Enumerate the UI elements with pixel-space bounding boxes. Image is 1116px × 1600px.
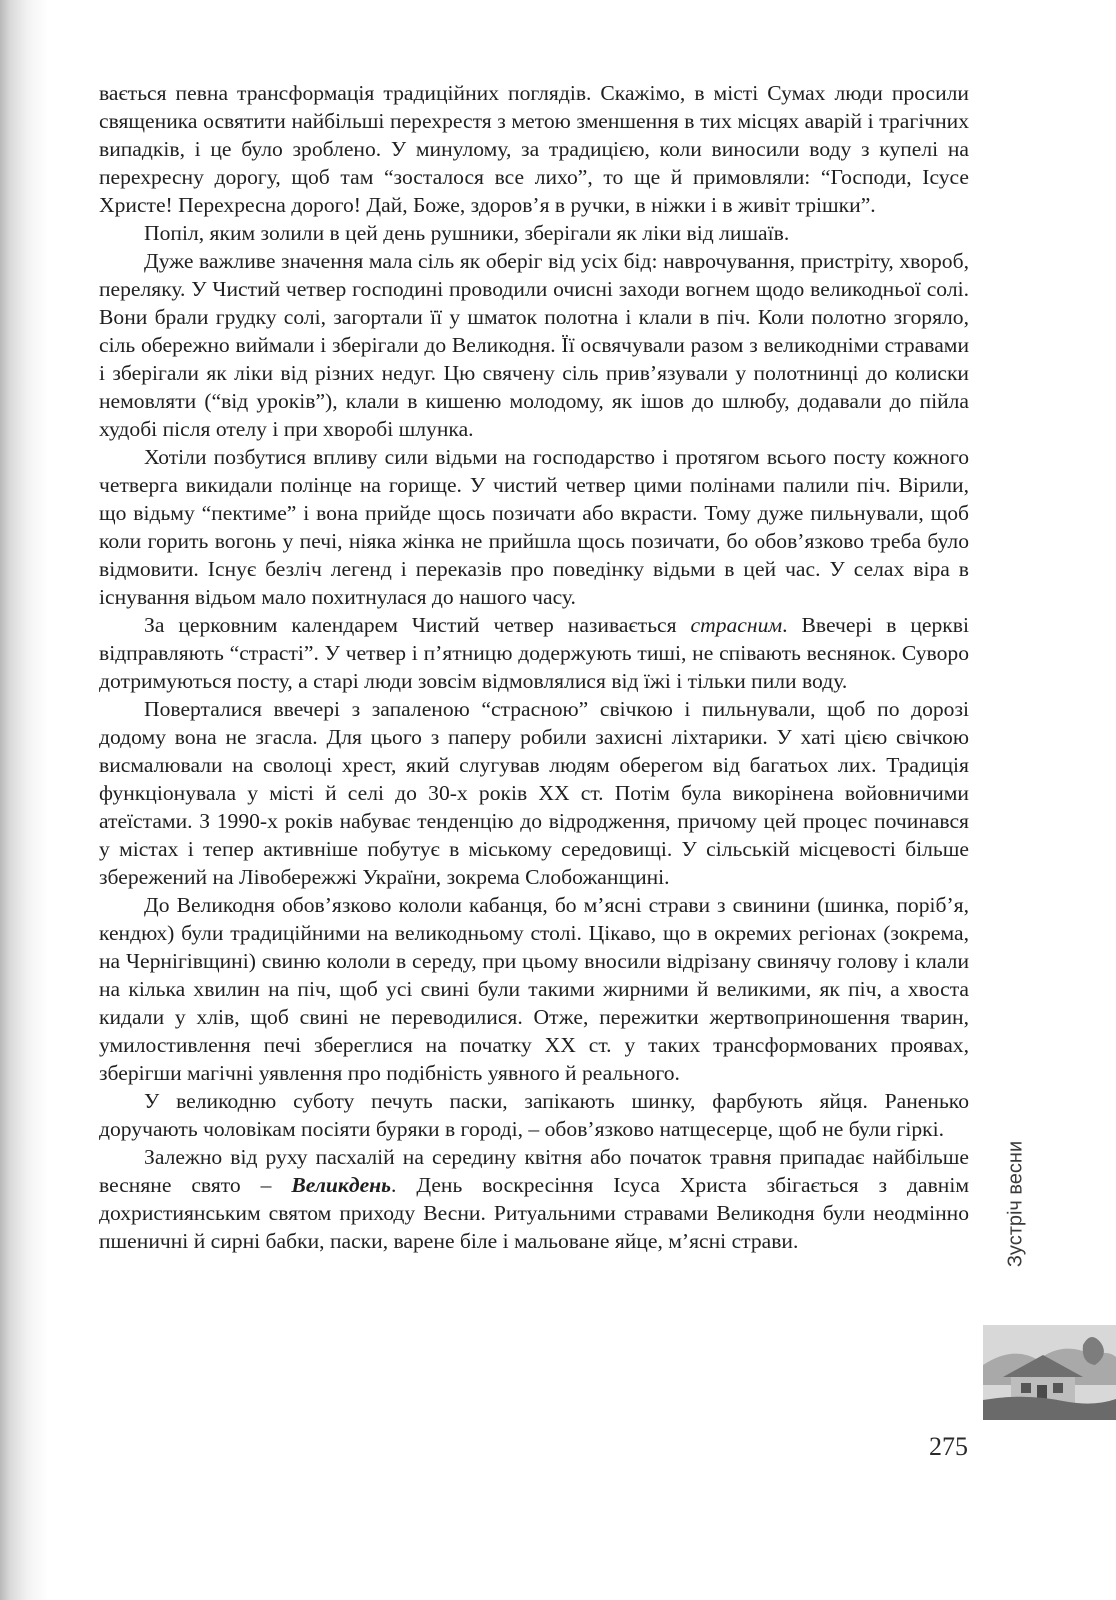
text-run: У великодню суботу печуть паски, запікають шинку, фарбують яйця. Раненько доручають чоловікам посіяти буряки в городі, – обов’язково натщесерце, щоб не були гіркі. <box>99 1089 969 1141</box>
paragraph-7 <box>99 891 969 1087</box>
bold-italic-term: Великдень <box>291 1173 392 1197</box>
body-text <box>99 79 969 1255</box>
text-run: До Великодня обов’язково кололи кабанця, бо м’ясні страви з свинини (шинка, поріб’я, кендюх) були традиційними на великодньому столі. Цікаво, що в окремих регіонах (зокрема, на Чернігівщині) свиню кололи в середу, при цьому вносили відрізану свинячу голову і клали на кілька хвилин на піч, щоб усі свині були такими жирними й великими, як піч, а хвоста кидали у хлів, щоб свині не переводилися. Отже, пережитки жертвоприношення тварин, умилостивлення печі збереглися на початку XX ст. у таких трансформованих проявах, зберігши магічні уявлення про подібність уявного й реального. <box>99 893 969 1085</box>
text-run: . Ввечері в церкві відправляють “страсті”. У четвер і п’ятницю додержують тиші, не співають веснянок. Суворо дотримуються посту, а старі люди зовсім відмовлялися від їжі і тільки пили воду. <box>99 613 969 693</box>
paragraph-3 <box>99 247 969 443</box>
text-run: Хотіли позбутися впливу сили відьми на господарство і протягом всього посту кожного четверга викидали полінце на горище. У чистий четвер цими полінами палили піч. Вірили, що відьму “пектиме” і вона прийде щось позичати або вкрасти. Тому дуже пильнували, щоб коли горить вогонь у печі, ніяка жінка не прийшла щось позичати, бо обов’язково треба було відмовити. Існує безліч легенд і переказів про поведінку відьми в цей час. У селах віра в існування відьом мало похитнулася до нашого часу. <box>99 445 969 609</box>
text-run: Залежно від руху пасхалій на середину квітня або початок травня припадає найбільше весняне свято – <box>99 1145 969 1197</box>
paragraph-5 <box>99 611 969 695</box>
village-house-illustration <box>983 1325 1116 1420</box>
paragraph-4 <box>99 443 969 611</box>
paragraph-9 <box>99 1143 969 1255</box>
text-run: вається певна трансформація традиційних поглядів. Скажімо, в місті Сумах люди просили священика освятити найбільші перехрестя з метою зменшення в тих місцях аварій і трагічних випадків, і це було зроблено. У минулому, за традицією, коли виносили воду з купелі на перехресну дорогу, щоб там “зосталося все лихо”, то ще й примовляли: “Господи, Ісусе Христе! Перехресна дорого! Дай, Боже, здоров’я в ручки, в ніжки і в живіт трішки”. <box>99 81 969 217</box>
text-run: За церковним календарем Чистий четвер називається <box>144 613 691 637</box>
text-run: Попіл, яким золили в цей день рушники, зберігали як ліки від лишаїв. <box>144 221 790 245</box>
text-run: . День воскресіння Ісуса Христа збігається з давнім дохристиянським святом приходу Весни. Ритуальними стравами Великодня були неодмінно пшеничні й сирні бабки, паски, варене біле і мальоване яйце, м’ясні страви. <box>99 1173 969 1253</box>
paragraph-1 <box>99 79 969 219</box>
section-side-label: Зустріч весни <box>1004 1140 1027 1268</box>
text-run: Дуже важливе значення мала сіль як оберіг від усіх бід: наврочування, пристріту, хвороб, переляку. У Чистий четвер господині проводили очисні заходи вогнем щодо великодньої солі. Вони брали грудку солі, загортали її у шматок полотна і клали в піч. Коли полотно згоряло, сіль обережно виймали і зберігали до Великодня. Її освячували разом з великодніми стравами і зберігали як ліки від різних недуг. Цю свячену сіль прив’язували у полотнинці до колиски немовляти (“від уроків”), клали в кишеню молодому, як ішов до шлюбу, додавали до пійла худобі після отелу і при хворобі шлунка. <box>99 249 969 441</box>
paragraph-6 <box>99 695 969 891</box>
italic-term: страсним <box>690 613 783 637</box>
section-thumbnail-image <box>983 1325 1116 1420</box>
paragraph-2 <box>99 219 969 247</box>
paragraph-8 <box>99 1087 969 1143</box>
text-run: Поверталися ввечері з запаленою “страсною” свічкою і пильнували, щоб по дорозі додому вона не згасла. Для цього з паперу робили захисні ліхтарики. У хаті цією свічкою висмалювали на сволоці хрест, який слугував людям оберегом від багатьох лих. Традиція функціонувала у місті й селі до 30-х років XX ст. Потім була викорінена войовничими атеїстами. З 1990-х років набуває тенденцію до відродження, причому цей процес починався у містах і тепер активніше побутує в міському середовищі. У сільській місцевості більше збережений на Лівобережжі України, зокрема Слобожанщині. <box>99 697 969 889</box>
page-number: 275 <box>929 1432 968 1461</box>
